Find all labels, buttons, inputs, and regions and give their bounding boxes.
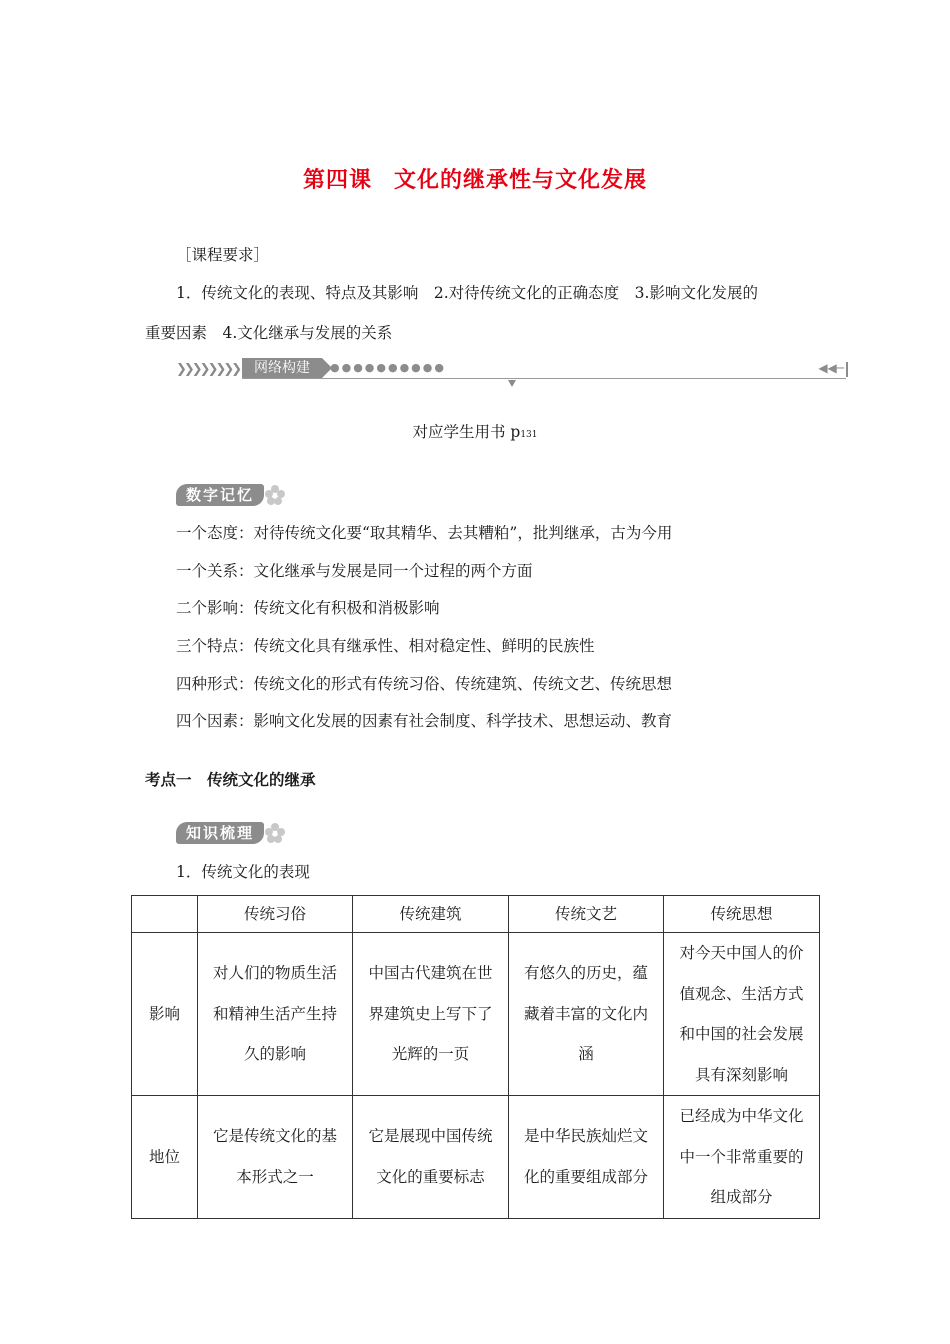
reference-page: 131 <box>520 430 538 440</box>
reference-line <box>0 422 950 445</box>
page-title <box>0 163 950 194</box>
number-memory-badge: 数字记忆 <box>176 484 264 506</box>
table-corner-cell <box>132 896 198 933</box>
dots-icon: ●●●●●●●●●● <box>330 361 446 374</box>
banner-rule <box>242 378 846 379</box>
knowledge-badge: 知识梳理 <box>176 822 264 844</box>
table-cell: 它是展现中国传统文化的重要标志 <box>353 1096 509 1219</box>
table-cell: 它是传统文化的基本形式之一 <box>198 1096 353 1219</box>
memory-item: 四种形式：传统文化的形式有传统习俗、传统建筑、传统文艺、传统思想 <box>176 675 673 693</box>
knowledge-header <box>176 822 286 844</box>
flower-icon <box>264 822 286 844</box>
reference-text: 对应学生用书 p <box>412 423 521 441</box>
flower-icon <box>264 484 286 506</box>
triangle-icon <box>508 380 516 387</box>
table-cell: 有悠久的历史，蕴藏着丰富的文化内涵 <box>509 933 664 1096</box>
end-bar-icon <box>846 362 848 377</box>
knowledge-item-1: 1．传统文化的表现 <box>176 863 310 881</box>
banner-label: 网络构建 <box>242 358 322 378</box>
network-banner <box>176 358 848 388</box>
requirements-label: ［课程要求］ <box>176 246 270 264</box>
requirements-line-2: 重要因素 4.文化继承与发展的关系 <box>145 324 393 342</box>
table-header-cell: 传统习俗 <box>198 896 353 933</box>
table-cell: 是中华民族灿烂文化的重要组成部分 <box>509 1096 664 1219</box>
memory-item: 二个影响：传统文化有积极和消极影响 <box>176 599 440 617</box>
table-row-label: 影响 <box>132 933 198 1096</box>
requirements-line-1: 1．传统文化的表现、特点及其影响 2.对待传统文化的正确态度 3.影响文化发展的 <box>176 284 758 302</box>
back-arrow-icon: ◀◀─ <box>818 361 844 375</box>
table-cell: 已经成为中华文化中一个非常重要的组成部分 <box>664 1096 820 1219</box>
table-cell: 对今天中国人的价值观念、生活方式和中国的社会发展具有深刻影响 <box>664 933 820 1096</box>
table-header-cell: 传统思想 <box>664 896 820 933</box>
table-row-label: 地位 <box>132 1096 198 1219</box>
section-title: 考点一 传统文化的继承 <box>145 770 316 789</box>
traditional-culture-table <box>131 895 820 1219</box>
table-cell: 中国古代建筑在世界建筑史上写下了光辉的一页 <box>353 933 509 1096</box>
table-cell: 对人们的物质生活和精神生活产生持久的影响 <box>198 933 353 1096</box>
memory-item: 四个因素：影响文化发展的因素有社会制度、科学技术、思想运动、教育 <box>176 712 673 730</box>
number-memory-header <box>176 484 286 506</box>
table-header-row <box>132 896 820 933</box>
table-row <box>132 933 820 1096</box>
table-header-cell: 传统文艺 <box>509 896 664 933</box>
memory-item: 一个关系：文化继承与发展是同一个过程的两个方面 <box>176 562 533 580</box>
memory-item: 三个特点：传统文化具有继承性、相对稳定性、鲜明的民族性 <box>176 637 595 655</box>
lesson-number: 第四课 <box>302 167 372 193</box>
table-row <box>132 1096 820 1219</box>
table-header-cell: 传统建筑 <box>353 896 509 933</box>
chevrons-icon: ❯❯❯❯❯❯❯❯ <box>176 362 240 377</box>
lesson-name: 文化的继承性与文化发展 <box>394 167 648 193</box>
memory-item: 一个态度：对待传统文化要“取其精华、去其糟粕”，批判继承，古为今用 <box>176 524 673 542</box>
